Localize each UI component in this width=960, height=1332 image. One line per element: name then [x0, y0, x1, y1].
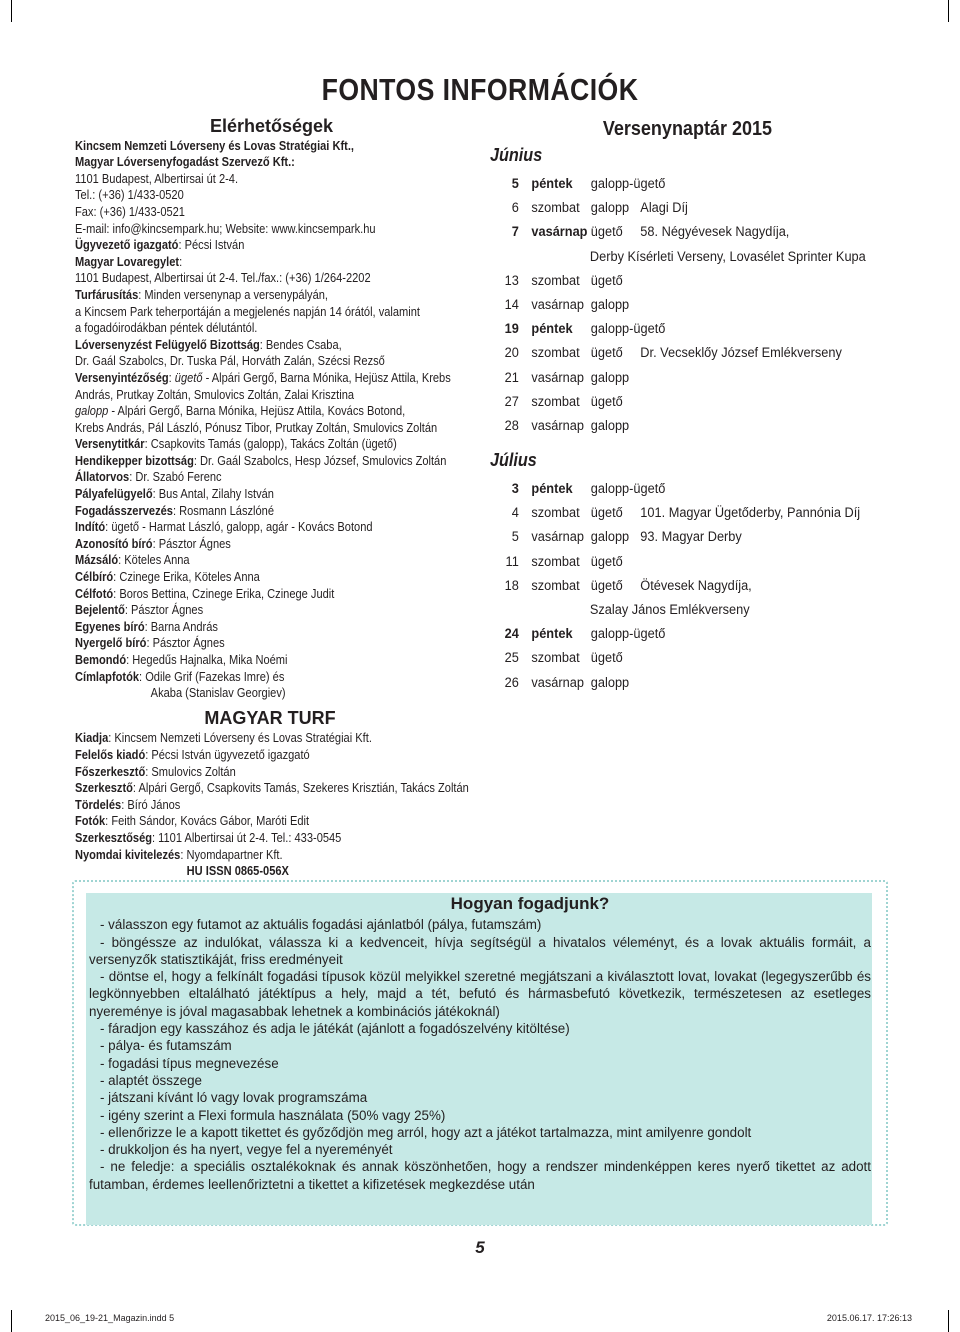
calendar-row	[490, 550, 930, 574]
race-type: galopp-ügető	[590, 176, 666, 192]
race-event	[640, 390, 886, 414]
howto-item	[89, 1089, 871, 1106]
howto-item	[89, 1124, 871, 1141]
contacts-heading: Elérhetőségek	[209, 116, 333, 136]
howto-item-text: - válasszon egy futamot az aktuális fogadási ajánlatból (pálya, futamszám)	[100, 917, 542, 933]
calendar-row	[490, 671, 930, 695]
race-event	[640, 366, 886, 390]
race-type: ügető	[590, 505, 623, 522]
info-row: Magyar Lovaregylet:	[75, 254, 183, 269]
imprint-row: Szerkesztő: Alpári Gergő, Csapkovits Tamás, Szekeres Krisztián, Takács Zoltán	[75, 781, 469, 796]
howto-item-text: - fogadási típus megnevezése	[100, 1055, 279, 1071]
calendar-title: Versenynaptár 2015	[602, 118, 772, 140]
info-row: Turfárusítás: Minden versenynap a versenypályán,	[75, 287, 328, 302]
race-weekday: vasárnap	[531, 224, 588, 241]
race-event: Alagi Díj	[640, 200, 688, 217]
info-row: Krebs András, Pál László, Pónusz Tibor, Prutkay Zoltán, Smulovics Zoltán	[75, 420, 438, 435]
howto-item	[89, 1037, 871, 1054]
howto-item	[89, 1107, 871, 1124]
race-event	[640, 293, 886, 317]
imprint-row: Szerkesztőség: 1101 Albertirsai út 2-4. Tel.: 433-0545	[75, 830, 342, 845]
race-type: galopp	[590, 296, 630, 313]
howto-item	[89, 1072, 871, 1089]
page-title: FONTOS INFORMÁCIÓK	[321, 72, 639, 107]
info-row: Nyergelő bíró: Pásztor Ágnes	[75, 636, 225, 651]
race-weekday: vasárnap	[531, 296, 584, 313]
race-event	[640, 269, 886, 293]
info-row: Hendikepper bizottság: Dr. Gaál Szabolcs, Hesp József, Smulovics Zoltán	[75, 453, 447, 468]
footer-filename: 2015_06_19-21_Magazin.indd 5	[45, 1313, 175, 1323]
race-weekday: szombat	[531, 200, 580, 217]
calendar-row	[490, 220, 930, 244]
calendar-row	[490, 477, 930, 501]
info-row: Egyenes bíró: Barna András	[75, 619, 218, 634]
howto-item-text: - ellenőrizze le a kapott tikettet és győződjön meg arról, hogy azt a játékot tartalmazza, mint amilyenre gondolt	[100, 1124, 752, 1140]
race-day: 11	[505, 553, 519, 570]
footer-date: 2015.06.17. 17:26:13	[826, 1313, 912, 1323]
howto-item-text: - játszani kívánt ló vagy lovak programszáma	[100, 1090, 368, 1106]
fax: Fax: (+36) 1/433-0521	[75, 204, 185, 219]
race-day: 6	[511, 200, 519, 217]
race-type: ügető	[590, 650, 623, 667]
race-event	[640, 622, 886, 646]
race-weekday: vasárnap	[531, 417, 584, 434]
race-weekday: szombat	[531, 505, 580, 522]
race-day: 20	[504, 345, 519, 362]
june-rows	[490, 172, 930, 438]
race-calendar	[490, 118, 930, 695]
calendar-row	[490, 414, 930, 438]
race-weekday: péntek	[531, 481, 573, 498]
calendar-row	[490, 574, 930, 598]
calendar-row	[490, 172, 930, 196]
phone: Tel.: (+36) 1/433-0520	[75, 188, 184, 203]
info-row: Fogadásszervezés: Rosmann Lászlóné	[75, 503, 274, 518]
race-event	[640, 414, 886, 438]
info-row: Bemondó: Hegedűs Hajnalka, Mika Noémi	[75, 653, 288, 667]
info-row: Pályafelügyelő: Bus Antal, Zilahy István	[75, 487, 274, 502]
imprint-heading: MAGYAR TURF	[204, 707, 336, 728]
info-row: Versenyintézőség: ügető - Alpári Gergő, Barna Mónika, Hejüsz Attila, Krebs	[75, 370, 451, 385]
race-event	[640, 477, 886, 501]
info-row: Címlapfotók: Odile Grif (Fazekas Imre) és	[75, 669, 285, 684]
race-event: 58. Négyévesek Nagydíja,	[640, 224, 790, 241]
race-type: galopp	[590, 417, 630, 434]
info-row: Lóversenyzést Felügyelő Bizottság: Bendes Csaba,	[75, 337, 342, 352]
race-weekday: szombat	[531, 577, 580, 594]
info-row: Dr. Gaál Szabolcs, Dr. Tuska Pál, Horváth Zalán, Szécsi Rezső	[75, 354, 385, 369]
calendar-row	[490, 341, 930, 365]
race-day: 5	[511, 529, 519, 546]
race-day: 7	[511, 224, 519, 241]
race-event: Ötévesek Nagydíja,	[640, 577, 752, 594]
crop-mark	[948, 1310, 949, 1332]
race-day: 3	[511, 481, 519, 498]
info-row: Akaba (Stanislav Georgiev)	[150, 686, 286, 701]
calendar-row	[490, 622, 930, 646]
race-day: 21	[504, 369, 519, 386]
calendar-row	[490, 293, 930, 317]
imprint-row: Főszerkesztő: Smulovics Zoltán	[75, 764, 236, 779]
race-day: 28	[504, 417, 519, 434]
race-day: 19	[504, 321, 519, 338]
race-weekday: szombat	[531, 272, 580, 289]
race-weekday: szombat	[531, 553, 580, 570]
calendar-row	[490, 366, 930, 390]
calendar-row	[490, 245, 930, 269]
race-type: galopp	[590, 369, 630, 386]
race-weekday: péntek	[531, 321, 573, 338]
org-line: Kincsem Nemzeti Lóverseny és Lovas Stratégiai Kft.,	[75, 138, 355, 153]
howto-item	[89, 934, 871, 969]
race-weekday: vasárnap	[531, 674, 584, 691]
imprint-row: Felelős kiadó: Pécsi István ügyvezető igazgató	[75, 747, 310, 762]
race-day: 4	[511, 505, 519, 522]
calendar-row	[490, 390, 930, 414]
calendar-row	[490, 598, 930, 622]
howto-item	[89, 916, 871, 933]
info-row: András, Prutkay Zoltán, Smulovics Zoltán, Zalai Krisztina	[75, 387, 355, 402]
race-day: 26	[504, 674, 519, 691]
race-type: galopp	[590, 200, 630, 217]
howto-title: Hogyan fogadjunk?	[450, 894, 610, 913]
calendar-row	[490, 317, 930, 341]
race-event: 101. Magyar Ügetőderby, Pannónia Díj	[640, 505, 861, 522]
race-type: galopp	[590, 529, 630, 546]
race-event	[640, 671, 886, 695]
race-day: 18	[504, 577, 519, 594]
calendar-row	[490, 501, 930, 525]
race-day: 27	[504, 393, 519, 410]
howto-item	[89, 1020, 871, 1037]
race-day: 24	[504, 626, 519, 643]
race-type: galopp-ügető	[590, 481, 666, 498]
info-row: Célfotó: Boros Bettina, Czinege Erika, Czinege Judit	[75, 586, 335, 601]
page-number: 5	[475, 1238, 485, 1257]
info-row: Állatorvos: Dr. Szabó Ferenc	[75, 470, 222, 485]
race-day: 14	[504, 296, 519, 313]
race-type: ügető	[590, 553, 623, 570]
imprint-row: Kiadja: Kincsem Nemzeti Lóverseny és Lovas Stratégiai Kft.	[75, 731, 372, 746]
howto-item-text: - böngéssze az indulókat, válassza ki a kedvenceit, hívja segítségül a hivatalos véleményt, és a lovak aktuális formáit, a versenyzők statisztikáját, friss eredményeit	[89, 934, 871, 967]
race-event	[640, 172, 886, 196]
race-event: Dr. Vecseklőy József Emlékverseny	[640, 345, 842, 362]
race-weekday: szombat	[531, 393, 580, 410]
info-row: Versenytitkár: Csapkovits Tamás (galopp), Takács Zoltán (ügető)	[75, 437, 397, 452]
org-line: Magyar Lóversenyfogadást Szervező Kft.:	[75, 155, 295, 170]
race-type: ügető	[590, 345, 623, 362]
race-day: 25	[504, 650, 519, 667]
howto-item-text: - pálya- és futamszám	[100, 1038, 232, 1054]
race-day: 13	[504, 272, 519, 289]
info-row: Indító: ügető - Harmat László, galopp, agár - Kovács Botond	[75, 520, 373, 535]
race-type: ügető	[590, 577, 623, 594]
month-label-july: Július	[490, 450, 537, 471]
howto-item	[89, 968, 871, 1020]
howto-item	[89, 1055, 871, 1072]
address: 1101 Budapest, Albertirsai út 2-4.	[75, 171, 239, 186]
info-row: a Kincsem Park teherportáján a megjelenés napján 14 órától, valamint	[75, 304, 420, 319]
race-day: 5	[511, 176, 519, 192]
email-website: E-mail: info@kincsempark.hu; Website: www.kincsempark.hu	[75, 221, 376, 236]
howto-item-text: - drukkoljon és ha nyert, vegye fel a nyereményét	[100, 1142, 393, 1158]
calendar-row	[490, 269, 930, 293]
race-event	[640, 550, 886, 574]
month-label-june: Június	[490, 145, 543, 165]
race-type: galopp-ügető	[590, 321, 666, 338]
race-type: galopp	[590, 674, 630, 691]
contacts-column	[75, 118, 485, 880]
race-type: galopp-ügető	[590, 626, 666, 643]
imprint-row: Fotók: Feith Sándor, Kovács Gábor, Maróti Edit	[75, 814, 310, 829]
race-weekday: vasárnap	[531, 369, 584, 386]
info-row: 1101 Budapest, Albertirsai út 2-4. Tel./fax.: (+36) 1/264-2202	[75, 271, 371, 286]
info-row: Ügyvezető igazgató: Pécsi István	[75, 238, 245, 253]
race-type: ügető	[590, 224, 623, 241]
race-event	[640, 317, 886, 341]
july-rows	[490, 477, 930, 695]
howto-item	[89, 1141, 871, 1158]
imprint-row: Tördelés: Bíró János	[75, 797, 181, 812]
crop-mark	[11, 0, 12, 22]
race-weekday: vasárnap	[531, 529, 584, 546]
howto-item-text: - döntse el, hogy a felkínált fogadási típusok közül melyikkel szeretné megjátszani a kiválasztott lovat, lovakat (legegyszerűbb és legkönnyebben eltalálható játéktípus a hely, majd a tét, befutó és hármasbefutó következik, természetesen az esetleges nyereménye is jóval magasabbak lehetnek a kombinációs játékoknál)	[89, 969, 871, 1019]
howto-item-text: - alaptét összege	[100, 1072, 202, 1088]
info-row: galopp - Alpári Gergő, Barna Mónika, Hejüsz Attila, Kovács Botond,	[75, 404, 406, 419]
imprint-row: Nyomdai kivitelezés: Nyomdapartner Kft.	[75, 847, 283, 862]
calendar-row	[490, 525, 930, 549]
race-event: 93. Magyar Derby	[640, 529, 742, 546]
info-row: Azonosító bíró: Pásztor Ágnes	[75, 536, 231, 551]
howto-list	[89, 916, 871, 1193]
issn: HU ISSN 0865-056X	[186, 864, 289, 879]
race-event	[640, 646, 886, 670]
crop-mark	[11, 1310, 12, 1332]
calendar-row	[490, 646, 930, 670]
howto-item-text: - ne feledje: a speciális osztalékoknak és annak köszönhetően, hogy a rendszer mindenképpen keres nyerő tikettet az adott futamban, érdemes leellenőriztetni a tikettet a kifizetések megkezdése után	[89, 1159, 871, 1192]
race-weekday: szombat	[531, 650, 580, 667]
race-weekday: péntek	[531, 626, 573, 643]
calendar-row	[490, 196, 930, 220]
race-event: Szalay János Emlékverseny	[589, 602, 750, 618]
info-row: a fogadóirodákban péntek délutántól.	[75, 321, 258, 336]
howto-item	[89, 1158, 871, 1193]
info-row: Bejelentő: Pásztor Ágnes	[75, 603, 204, 618]
howto-item-text: - igény szerint a Flexi formula használata (50% vagy 25%)	[100, 1107, 446, 1123]
race-weekday: szombat	[531, 345, 580, 362]
info-row: Mázsáló: Köteles Anna	[75, 553, 190, 568]
race-type: ügető	[590, 393, 623, 410]
howto-content	[89, 895, 871, 1193]
howto-item-text: - fáradjon egy kasszához és adja le játékát (ajánlott a fogadószelvény kitöltése)	[100, 1021, 570, 1037]
info-row: Célbíró: Czinege Erika, Köteles Anna	[75, 570, 260, 585]
race-type: ügető	[590, 272, 623, 289]
race-weekday: péntek	[531, 176, 573, 192]
crop-mark	[948, 0, 949, 22]
race-event: Derby Kísérleti Verseny, Lovasélet Sprinter Kupa	[589, 248, 866, 265]
